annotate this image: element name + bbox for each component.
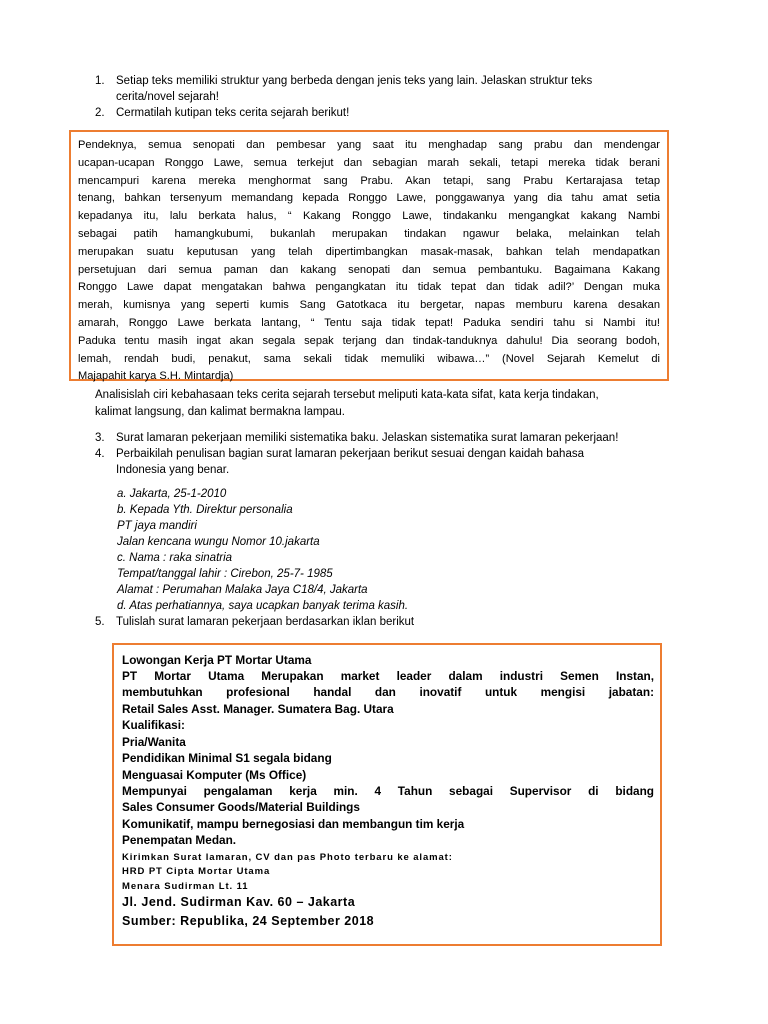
question-3	[95, 430, 675, 446]
job-ad-source: Sumber: Republika, 24 September 2018	[122, 914, 375, 928]
question-text-line-1: Perbaikilah penulisan bagian surat lamaran pekerjaan berikut sesuai dengan kaidah bahasa	[116, 448, 584, 460]
letter-part: Tempat/tanggal lahir : Cirebon, 25-7- 1985	[117, 568, 333, 580]
job-ad-qualification-gender: Pria/Wanita	[122, 735, 186, 749]
job-ad-qualification-computer: Menguasai Komputer (Ms Office)	[122, 768, 307, 782]
job-ad-intro-line-2: membutuhkan profesional handal dan inovatif untuk mengisi jabatan:	[122, 685, 654, 699]
question-number: 3.	[95, 432, 105, 444]
analysis-line-1: Analisislah ciri kebahasaan teks cerita sejarah tersebut meliputi kata-kata sifat, kata kerja tindakan,	[95, 389, 599, 401]
excerpt-line: sebagai patih hamangkubumi, bukanlah merupakan tindakan ngawur belaka, melainkan telah	[78, 227, 660, 240]
question-5	[95, 614, 675, 630]
excerpt-line: persetujuan dari semua paman dan kakang senopati dan semua pembantuku. Bagaimana Kakang	[78, 263, 660, 276]
excerpt-line: Paduka tentu masih ingat akan segala sepak terjang dan tindak-tanduknya dahulu! Dia seorang bodoh,	[78, 334, 660, 347]
job-ad-title: Lowongan Kerja PT Mortar Utama	[122, 653, 312, 667]
letter-part: PT jaya mandiri	[117, 520, 197, 532]
question-2	[95, 105, 675, 121]
job-ad-placement: Penempatan Medan.	[122, 833, 237, 847]
job-ad-qualification-heading: Kualifikasi:	[122, 718, 185, 732]
excerpt-line: Majapahit karya S.H. Mintardja)	[78, 370, 234, 383]
question-text-line-2: cerita/novel sejarah!	[116, 91, 219, 103]
excerpt-line: kepadanya itu, lalu berkata halus, “ Kakang Ronggo Lawe, tindakanku mengangkat kakang Nambi	[78, 210, 660, 223]
job-ad-qualification-experience-2: Sales Consumer Goods/Material Buildings	[122, 800, 360, 814]
question-text: Tulislah surat lamaran pekerjaan berdasarkan iklan berikut	[116, 616, 415, 628]
excerpt-line: mencampuri karena mereka menghormat sang Prabu. Akan tetapi, sang Prabu Kertarajasa tetap	[78, 174, 660, 187]
question-number: 5.	[95, 616, 105, 628]
job-ad-position: Retail Sales Asst. Manager. Sumatera Bag. Utara	[122, 702, 394, 716]
analysis-line-2: kalimat langsung, dan kalimat bermakna lampau.	[95, 405, 345, 418]
letter-part: Alamat : Perumahan Malaka Jaya C18/4, Jakarta	[117, 584, 368, 596]
job-ad-send-instruction: Kirimkan Surat lamaran, CV dan pas Photo terbaru ke alamat:	[122, 852, 453, 863]
excerpt-text	[78, 137, 660, 386]
job-ad-box	[112, 643, 662, 946]
excerpt-line: Pendeknya, semua senopati dan pembesar yang saat itu menghadap sang prabu dan mendengar	[78, 139, 660, 151]
question-text-line-1: Setiap teks memiliki struktur yang berbeda dengan jenis teks yang lain. Jelaskan struktur teks	[116, 75, 593, 87]
letter-part: b. Kepada Yth. Direktur personalia	[117, 504, 293, 516]
job-ad-qualification-experience-1: Mempunyai pengalaman kerja min. 4 Tahun sebagai Supervisor di bidang	[122, 784, 654, 798]
excerpt-line: merupakan suatu keputusan yang telah dipertimbangkan masak-masak, bahkan telah mendapatkan	[78, 245, 660, 258]
letter-part: Jalan kencana wungu Nomor 10.jakarta	[117, 536, 320, 548]
question-number: 1.	[95, 75, 105, 87]
question-text: Cermatilah kutipan teks cerita sejarah berikut!	[116, 107, 350, 119]
excerpt-line: lemah, rendah budi, penakut, sama sekali tidak memuliki wibawa…” (Novel Sejarah Kemelut di	[78, 352, 660, 365]
excerpt-box	[69, 130, 669, 381]
excerpt-line: tenang, bahkan tersenyum memandang kepada Ronggo Lawe, ponggawanya yang dia tahu amat setia	[78, 192, 660, 205]
question-number: 2.	[95, 107, 105, 119]
excerpt-line: amarah, Ronggo Lawe berkata lantang, “ Tentu saja tidak tepat! Paduka sendiri tahu si Nambi itu!	[78, 316, 660, 329]
job-ad-building: Menara Sudirman Lt. 11	[122, 881, 249, 892]
excerpt-line: merah, kumisnya yang seperti kumis Sang Gatotkaca itu bergetar, napas memburu karena desakan	[78, 299, 660, 312]
job-ad-qualification-education: Pendidikan Minimal S1 segala bidang	[122, 751, 332, 765]
analysis-instruction	[95, 387, 675, 420]
letter-part: c. Nama : raka sinatria	[117, 552, 233, 564]
question-1	[95, 73, 675, 105]
question-text: Surat lamaran pekerjaan memiliki sistematika baku. Jelaskan sistematika surat lamaran pekerjaan!	[116, 432, 619, 444]
job-ad-recipient: HRD PT Cipta Mortar Utama	[122, 866, 271, 877]
question-number: 4.	[95, 448, 105, 460]
letter-part: a. Jakarta, 25-1-2010	[117, 488, 227, 500]
job-ad-address: Jl. Jend. Sudirman Kav. 60 – Jakarta	[122, 895, 356, 909]
question-4	[95, 446, 675, 478]
question-text-line-2: Indonesia yang benar.	[116, 464, 230, 476]
job-ad-qualification-communication: Komunikatif, mampu bernegosiasi dan membangun tim kerja	[122, 817, 465, 831]
excerpt-line: ucapan-ucapan Ronggo Lawe, semua terkejut dan sebagian marah sekali, tetapi mereka tidak berani	[78, 156, 660, 169]
job-ad-intro-line-1: PT Mortar Utama Merupakan market leader dalam industri Semen Instan,	[122, 669, 654, 683]
letter-part: d. Atas perhatiannya, saya ucapkan banyak terima kasih.	[117, 600, 409, 612]
excerpt-line: Ronggo Lawe dapat mengatakan bahwa pengangkatan itu tidak tepat dan tidak adil?’ Dengan muka	[78, 281, 660, 294]
